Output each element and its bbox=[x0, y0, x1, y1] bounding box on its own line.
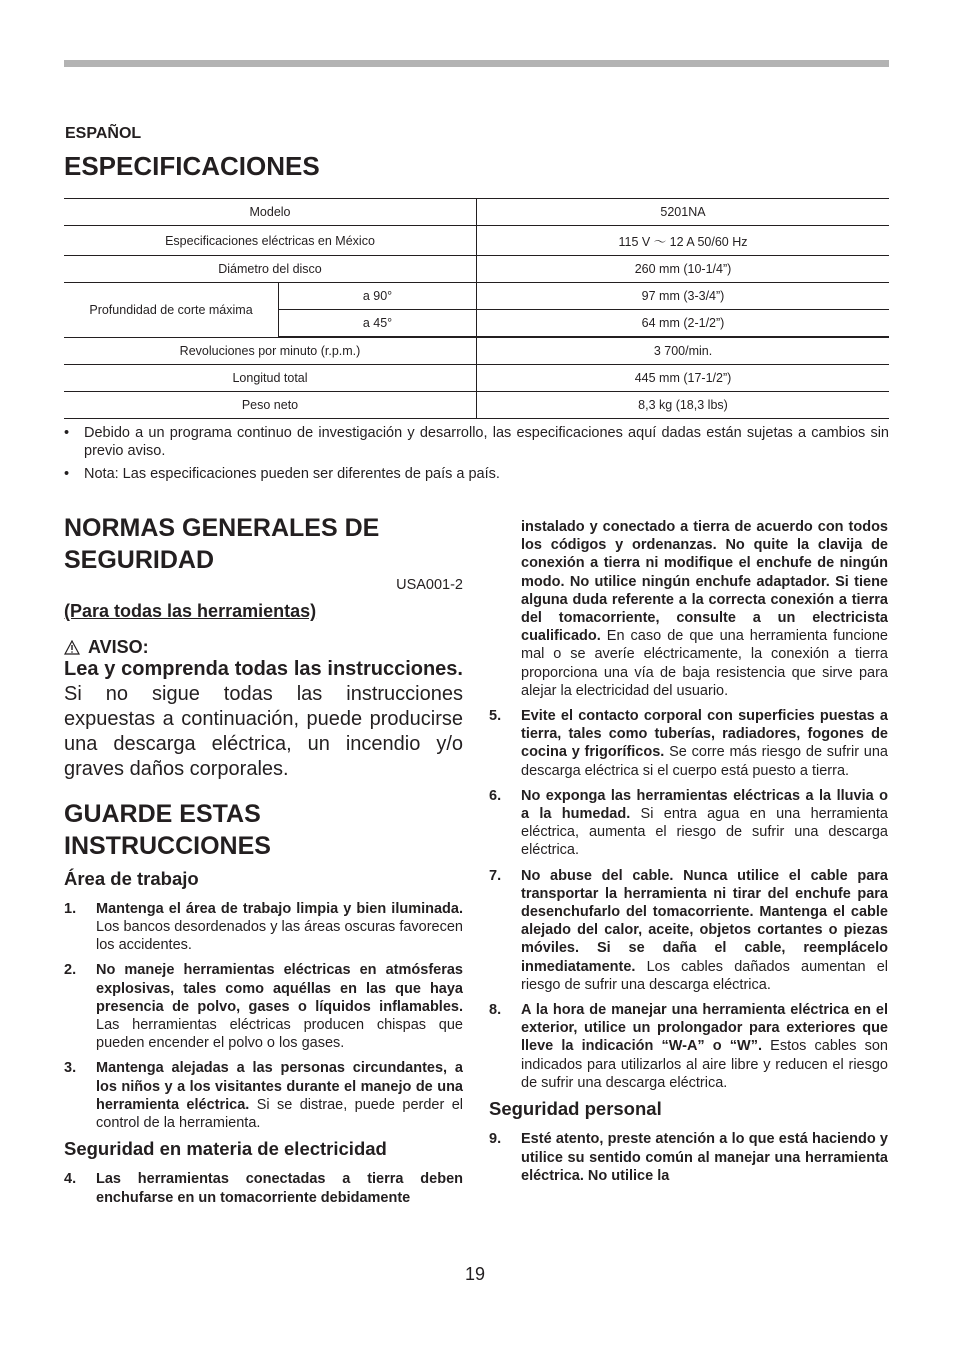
spec-label: Longitud total bbox=[64, 365, 477, 392]
top-rule bbox=[64, 60, 889, 67]
item-bold: Evite el contacto corporal con superficies puestas a tierra, tales como tuberías, radiadores, fogones de cocina y frigoríficos. bbox=[521, 708, 888, 761]
spec-label: Profundidad de corte máxima bbox=[64, 283, 279, 338]
item-number: 5. bbox=[489, 708, 502, 725]
item-text bbox=[521, 1001, 888, 1092]
note-item: • Debido a un programa continuo de investigación y desarrollo, las especificaciones aquí dadas están sujetas a cambios sin previo aviso. bbox=[64, 424, 889, 460]
item-text bbox=[96, 961, 463, 1052]
item-bold: No maneje herramientas eléctricas en atmósferas explosivas, tales como aquéllas en las que haya presencia de polvo, gases o líquidos inflamables. bbox=[96, 962, 463, 1015]
warning-triangle-icon bbox=[64, 640, 80, 655]
spec-row-electrical bbox=[64, 226, 889, 256]
spec-row-depth-90 bbox=[64, 283, 889, 310]
spec-value: 64 mm (2-1/2”) bbox=[477, 310, 890, 338]
spec-row-rpm bbox=[64, 337, 889, 365]
spec-value: 260 mm (10-1/4”) bbox=[477, 256, 890, 283]
list-item bbox=[64, 961, 463, 1052]
item-number: 7. bbox=[489, 867, 502, 884]
list-item bbox=[489, 707, 888, 780]
warning-paragraph bbox=[64, 657, 463, 782]
spec-value: 5201NA bbox=[477, 199, 890, 226]
spec-value: 97 mm (3-3/4”) bbox=[477, 283, 890, 310]
language-label: ESPAÑOL bbox=[65, 125, 142, 142]
spec-value: 445 mm (17-1/2”) bbox=[477, 365, 890, 392]
item-bold: Mantenga alejadas a las personas circundantes, a los niños y a los visitantes durante el manejo de una herramienta eléctrica. bbox=[96, 1060, 463, 1113]
page-number: 19 bbox=[465, 1264, 486, 1284]
spec-row-weight bbox=[64, 392, 889, 419]
spec-notes bbox=[64, 424, 889, 488]
subheading-electricity: Seguridad en materia de electricidad bbox=[64, 1138, 387, 1160]
spec-sublabel: a 45° bbox=[279, 310, 477, 338]
warning-label: AVISO: bbox=[88, 637, 149, 658]
item-number: 9. bbox=[489, 1131, 502, 1148]
spec-label: Modelo bbox=[64, 199, 477, 226]
spec-label: Revoluciones por minuto (r.p.m.) bbox=[64, 337, 477, 365]
section-subtitle: (Para todas las herramientas) bbox=[64, 601, 317, 622]
spec-row-length bbox=[64, 365, 889, 392]
list-item bbox=[64, 1059, 463, 1132]
document-code: USA001-2 bbox=[396, 577, 463, 593]
spec-value: 115 V ～ 12 A 50/60 Hz bbox=[477, 226, 890, 256]
list-item bbox=[489, 1130, 888, 1185]
item-text bbox=[521, 707, 888, 780]
item-number: 2. bbox=[64, 962, 77, 979]
spec-value: 8,3 kg (18,3 lbs) bbox=[477, 392, 890, 419]
item-body: Estos cables son indicados para utilizarlos al aire libre y reducen el riesgo de sufrir una descarga eléctrica. bbox=[521, 1038, 888, 1091]
item-number: 8. bbox=[489, 1002, 502, 1019]
subheading-personal: Seguridad personal bbox=[489, 1098, 662, 1120]
item-number: 1. bbox=[64, 900, 77, 917]
item-text bbox=[96, 900, 463, 955]
spec-sublabel: a 90° bbox=[279, 283, 477, 310]
item-number: 4. bbox=[64, 1171, 77, 1188]
list-item bbox=[489, 787, 888, 860]
item-bold: Las herramientas conectadas a tierra deben enchufarse en un tomacorriente debidamente bbox=[96, 1171, 463, 1206]
warning-text: Si no sigue todas las instrucciones expuestas a continuación, puede producirse una descarga eléctrica, un incendio y/o graves daños corporales. bbox=[64, 682, 463, 780]
left-column bbox=[64, 512, 463, 1214]
spec-value: 3 700/min. bbox=[477, 337, 890, 365]
item-body: En caso de que una herramienta funcione mal o se averíe eléctricamente, la conexión a tierra proporciona una vía de baja resistencia que sirve para alejar la electricidad del usuario. bbox=[521, 628, 888, 699]
item-bold: instalado y conectado a tierra de acuerdo con todos los códigos y ordenanzas. No quite la clavija de conexión a tierra ni modifique el enchufe de ningún modo. No utilice ningún enchufe adaptador. Si tiene alguna duda referente a la correcta conexión a tierra del tomacorriente, consulte a un electricista cualificado. bbox=[521, 519, 888, 645]
item-bold: Esté atento, preste atención a lo que está haciendo y utilice su sentido común al manejar una herramienta eléctrica. No utilice la bbox=[521, 1131, 888, 1184]
item-text bbox=[521, 1130, 888, 1185]
item-bold: No abuse del cable. Nunca utilice el cable para transportar la herramienta ni tirar del enchufe para desenchufarlo del tomacorriente. Mantenga el cable alejado del calor, aceite, objetos cortantes o piezas móviles. Si se daña el cable, reemplácelo inmediatamente. bbox=[521, 867, 888, 975]
spec-row-disc bbox=[64, 256, 889, 283]
section-heading-normas: NORMAS GENERALES DE SEGURIDAD bbox=[64, 514, 380, 574]
item-text bbox=[521, 867, 888, 994]
section-heading-guarde: GUARDE ESTAS INSTRUCCIONES bbox=[64, 799, 271, 860]
item-continuation bbox=[521, 518, 888, 700]
warning-heading bbox=[64, 638, 463, 656]
spec-table bbox=[64, 198, 889, 419]
spec-row-model bbox=[64, 199, 889, 226]
item-number: 6. bbox=[489, 787, 502, 804]
item-bold: Mantenga el área de trabajo limpia y bien iluminada. bbox=[96, 900, 463, 917]
item-body: Los cables dañados aumentan el riesgo de sufrir una descarga eléctrica. bbox=[521, 958, 888, 993]
right-column bbox=[489, 518, 888, 1192]
list-item bbox=[64, 900, 463, 955]
list-item bbox=[489, 1001, 888, 1092]
item-text bbox=[521, 787, 888, 860]
item-number: 3. bbox=[64, 1060, 77, 1077]
spec-label: Diámetro del disco bbox=[64, 256, 477, 283]
spec-label: Especificaciones eléctricas en México bbox=[64, 226, 477, 256]
item-body: Si entra agua en una herramienta eléctrica, aumenta el riesgo de sufrir una descarga eléctrica. bbox=[521, 806, 888, 859]
item-bold: A la hora de manejar una herramienta eléctrica en el exterior, utilice un prolongador para exteriores que lleve la indicación “W-A” o “W”. bbox=[521, 1002, 888, 1055]
page-title: ESPECIFICACIONES bbox=[64, 151, 320, 181]
list-item bbox=[489, 867, 888, 994]
list-item bbox=[64, 1170, 463, 1206]
subheading-area: Área de trabajo bbox=[64, 867, 199, 889]
item-bold: No exponga las herramientas eléctricas a la lluvia o a la humedad. bbox=[521, 787, 888, 823]
item-body: Si se distrae, puede perder el control de la herramienta. bbox=[96, 1096, 463, 1132]
spec-label: Peso neto bbox=[64, 392, 477, 419]
warning-bold: Lea y comprenda todas las instrucciones. bbox=[64, 657, 463, 680]
item-body: Se corre más riesgo de sufrir una descarga eléctrica si el cuerpo está puesto a tierra. bbox=[521, 744, 888, 779]
item-text bbox=[96, 1059, 463, 1132]
note-item: • Nota: Las especificaciones pueden ser diferentes de país a país. bbox=[64, 465, 889, 483]
item-body: Los bancos desordenados y las áreas oscuras favorecen los accidentes. bbox=[96, 919, 463, 954]
item-body: Las herramientas eléctricas producen chispas que pueden encender el polvo o los gases. bbox=[96, 1017, 463, 1052]
item-text bbox=[96, 1170, 463, 1206]
